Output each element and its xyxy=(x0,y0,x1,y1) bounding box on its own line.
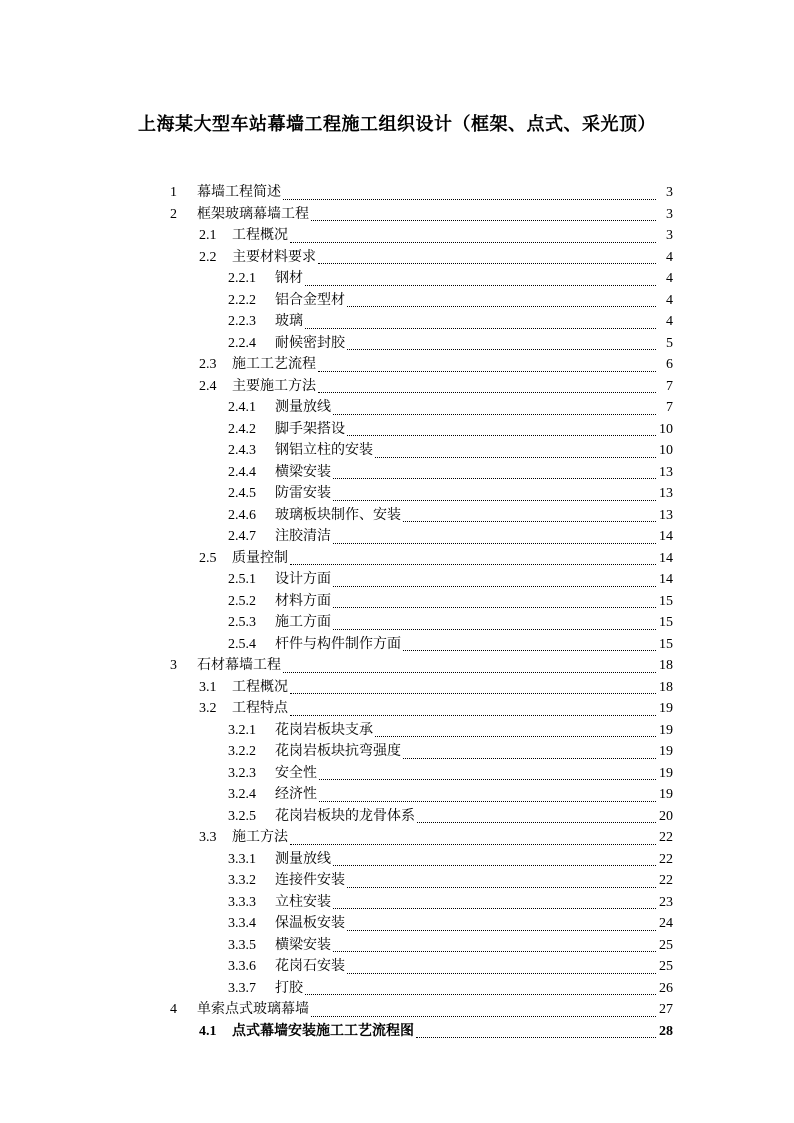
toc-leader-dots xyxy=(403,758,656,759)
toc-leader-dots xyxy=(333,607,656,608)
toc-entry-page: 14 xyxy=(659,550,673,566)
toc-entry-number: 3.1 xyxy=(199,679,217,695)
toc-entry-page: 6 xyxy=(666,357,673,372)
toc-entry[interactable] xyxy=(170,870,673,892)
toc-entry[interactable] xyxy=(170,634,673,656)
toc-entry-label: 主要施工方法 xyxy=(232,378,316,394)
toc-leader-dots xyxy=(347,349,656,350)
toc-entry-page: 19 xyxy=(659,722,673,738)
toc-entry-page: 5 xyxy=(666,335,673,351)
toc-leader-dots xyxy=(347,930,656,931)
toc-entry-label: 施工工艺流程 xyxy=(232,357,316,372)
toc-entry[interactable] xyxy=(170,892,673,914)
toc-leader-dots xyxy=(311,220,656,221)
toc-entry-label: 保温板安装 xyxy=(275,916,345,931)
toc-entry-label: 铝合金型材 xyxy=(275,292,345,308)
toc-leader-dots xyxy=(347,973,656,974)
toc-entry-page: 20 xyxy=(659,808,673,824)
toc-leader-dots xyxy=(333,908,656,909)
toc-entry[interactable] xyxy=(170,784,673,806)
toc-entry-page: 22 xyxy=(659,851,673,867)
toc-leader-dots xyxy=(333,543,656,544)
toc-entry-number: 3.3 xyxy=(199,830,217,845)
toc-leader-dots xyxy=(403,521,656,522)
toc-entry-label: 施工方法 xyxy=(232,830,288,845)
toc-entry-page: 15 xyxy=(659,593,673,609)
toc-entry-label: 花岗岩板块的龙骨体系 xyxy=(275,808,415,824)
toc-entry[interactable] xyxy=(170,462,673,484)
toc-entry[interactable] xyxy=(170,225,673,247)
toc-entry-label: 安全性 xyxy=(275,765,317,781)
toc-entry-number: 3.3.3 xyxy=(228,894,256,910)
toc-leader-dots xyxy=(290,715,656,716)
toc-entry-page: 4 xyxy=(666,249,673,265)
toc-leader-dots xyxy=(319,779,656,780)
toc-entry[interactable] xyxy=(170,526,673,548)
toc-entry[interactable] xyxy=(170,290,673,312)
toc-entry[interactable] xyxy=(170,247,673,269)
toc-entry-label: 玻璃 xyxy=(275,314,303,329)
toc-leader-dots xyxy=(290,564,656,565)
toc-entry-number: 3.2.5 xyxy=(228,808,256,824)
toc-entry-label: 设计方面 xyxy=(275,572,331,587)
toc-entry[interactable] xyxy=(170,419,673,441)
toc-entry-page: 26 xyxy=(659,980,673,996)
toc-entry[interactable] xyxy=(170,268,673,290)
toc-entry[interactable] xyxy=(170,311,673,333)
toc-entry-page: 27 xyxy=(659,1002,673,1017)
table-of-contents xyxy=(170,182,673,1042)
toc-entry-number: 3.3.7 xyxy=(228,980,256,996)
toc-entry[interactable] xyxy=(170,612,673,634)
toc-entry-number: 3.3.1 xyxy=(228,851,256,867)
toc-entry-number: 2.3 xyxy=(199,357,217,372)
toc-entry-label: 经济性 xyxy=(275,787,317,802)
toc-entry-label: 施工方面 xyxy=(275,615,331,630)
toc-leader-dots xyxy=(318,371,656,372)
toc-entry-label: 幕墙工程简述 xyxy=(197,185,281,200)
toc-entry[interactable] xyxy=(170,397,673,419)
toc-entry-page: 3 xyxy=(666,185,673,200)
toc-leader-dots xyxy=(318,392,656,393)
toc-leader-dots xyxy=(347,306,656,307)
toc-entry[interactable] xyxy=(170,763,673,785)
toc-entry-label: 单索点式玻璃幕墙 xyxy=(197,1002,309,1017)
toc-leader-dots xyxy=(375,457,656,458)
toc-entry-number: 3.2.4 xyxy=(228,787,256,802)
toc-entry-page: 4 xyxy=(666,314,673,329)
toc-entry-page: 19 xyxy=(659,744,673,759)
toc-entry-number: 2.2.3 xyxy=(228,314,256,329)
toc-entry-label: 杆件与构件制作方面 xyxy=(275,636,401,652)
toc-entry-label: 耐候密封胶 xyxy=(275,335,345,351)
toc-entry-page: 15 xyxy=(659,615,673,630)
toc-entry-number: 2.5.1 xyxy=(228,572,256,587)
toc-entry-page: 25 xyxy=(659,937,673,953)
toc-entry-page: 15 xyxy=(659,636,673,652)
toc-entry-number: 2.5.4 xyxy=(228,636,256,652)
toc-entry-number: 4 xyxy=(170,1002,177,1017)
toc-entry-page: 13 xyxy=(659,464,673,480)
toc-entry[interactable] xyxy=(170,978,673,1000)
toc-entry-label: 质量控制 xyxy=(232,550,288,566)
toc-entry-page: 22 xyxy=(659,873,673,888)
toc-entry-label: 钢材 xyxy=(275,271,303,286)
toc-leader-dots xyxy=(333,414,656,415)
toc-entry[interactable] xyxy=(170,698,673,720)
toc-entry-number: 2.2 xyxy=(199,249,217,265)
toc-leader-dots xyxy=(333,500,656,501)
toc-entry-page: 7 xyxy=(666,378,673,394)
toc-entry-number: 2.4.2 xyxy=(228,421,256,437)
toc-entry-label: 工程概况 xyxy=(232,679,288,695)
toc-entry-page: 19 xyxy=(659,701,673,716)
toc-leader-dots xyxy=(311,1016,656,1017)
toc-entry-page: 13 xyxy=(659,486,673,501)
toc-entry[interactable] xyxy=(170,354,673,376)
toc-leader-dots xyxy=(416,1037,656,1038)
toc-entry-page: 18 xyxy=(659,679,673,695)
toc-entry-number: 2.4.1 xyxy=(228,400,256,415)
toc-entry[interactable] xyxy=(170,1021,673,1043)
toc-leader-dots xyxy=(333,865,656,866)
toc-entry-page: 28 xyxy=(659,1023,673,1039)
toc-leader-dots xyxy=(333,586,656,587)
toc-entry-page: 14 xyxy=(659,529,673,544)
toc-entry-page: 22 xyxy=(659,830,673,845)
toc-entry-number: 2.2.1 xyxy=(228,271,256,286)
toc-entry-label: 花岗石安装 xyxy=(275,959,345,974)
toc-entry-label: 立柱安装 xyxy=(275,894,331,910)
toc-entry-number: 2 xyxy=(170,206,177,222)
toc-entry[interactable] xyxy=(170,720,673,742)
toc-entry-label: 花岗岩板块支承 xyxy=(275,722,373,738)
toc-entry-number: 2.5 xyxy=(199,550,217,566)
toc-entry-page: 14 xyxy=(659,572,673,587)
toc-entry[interactable] xyxy=(170,655,673,677)
toc-entry-label: 石材幕墙工程 xyxy=(197,658,281,673)
toc-entry[interactable] xyxy=(170,741,673,763)
toc-entry-page: 4 xyxy=(666,271,673,286)
toc-entry-number: 3.3.5 xyxy=(228,937,256,953)
toc-entry-number: 3.3.6 xyxy=(228,959,256,974)
toc-entry-label: 主要材料要求 xyxy=(232,249,316,265)
toc-entry-page: 3 xyxy=(666,228,673,243)
toc-entry-page: 19 xyxy=(659,787,673,802)
toc-entry[interactable] xyxy=(170,806,673,828)
toc-leader-dots xyxy=(283,672,656,673)
toc-entry-page: 23 xyxy=(659,894,673,910)
toc-entry-number: 2.4.5 xyxy=(228,486,256,501)
toc-entry-number: 1 xyxy=(170,185,177,200)
toc-leader-dots xyxy=(319,801,656,802)
toc-leader-dots xyxy=(318,263,656,264)
toc-leader-dots xyxy=(333,951,656,952)
toc-entry-number: 2.5.2 xyxy=(228,593,256,609)
toc-entry-number: 2.4.6 xyxy=(228,507,256,523)
toc-entry-page: 7 xyxy=(666,400,673,415)
toc-leader-dots xyxy=(417,822,656,823)
toc-leader-dots xyxy=(290,693,656,694)
toc-entry-number: 2.2.2 xyxy=(228,292,256,308)
toc-entry-label: 脚手架搭设 xyxy=(275,421,345,437)
toc-leader-dots xyxy=(333,478,656,479)
toc-entry-label: 防雷安装 xyxy=(275,486,331,501)
toc-entry[interactable] xyxy=(170,569,673,591)
toc-leader-dots xyxy=(305,285,656,286)
toc-entry-number: 3.2.2 xyxy=(228,744,256,759)
toc-entry-page: 18 xyxy=(659,658,673,673)
toc-entry-page: 19 xyxy=(659,765,673,781)
toc-entry-label: 材料方面 xyxy=(275,593,331,609)
toc-entry-label: 工程概况 xyxy=(232,228,288,243)
toc-leader-dots xyxy=(290,242,656,243)
toc-entry-number: 2.4.4 xyxy=(228,464,256,480)
toc-entry[interactable] xyxy=(170,376,673,398)
toc-entry-number: 3.2.3 xyxy=(228,765,256,781)
toc-leader-dots xyxy=(403,650,656,651)
toc-entry[interactable] xyxy=(170,591,673,613)
toc-entry-label: 横梁安装 xyxy=(275,937,331,953)
toc-entry-label: 框架玻璃幕墙工程 xyxy=(197,206,309,222)
toc-entry[interactable] xyxy=(170,483,673,505)
document-title: 上海某大型车站幕墙工程施工组织设计（框架、点式、采光顶） xyxy=(138,114,656,134)
toc-entry-page: 10 xyxy=(659,443,673,458)
toc-entry-number: 3.2.1 xyxy=(228,722,256,738)
toc-entry-page: 4 xyxy=(666,292,673,308)
toc-entry[interactable] xyxy=(170,999,673,1021)
toc-entry[interactable] xyxy=(170,204,673,226)
toc-entry-page: 25 xyxy=(659,959,673,974)
toc-entry-number: 2.4.7 xyxy=(228,529,256,544)
toc-leader-dots xyxy=(305,994,656,995)
toc-entry[interactable] xyxy=(170,827,673,849)
toc-entry-label: 连接件安装 xyxy=(275,873,345,888)
toc-leader-dots xyxy=(283,199,656,200)
toc-leader-dots xyxy=(347,435,656,436)
toc-entry[interactable] xyxy=(170,849,673,871)
toc-entry-label: 点式幕墙安装施工工艺流程图 xyxy=(232,1023,414,1039)
toc-entry-number: 3.3.4 xyxy=(228,916,256,931)
toc-entry[interactable] xyxy=(170,505,673,527)
toc-entry[interactable] xyxy=(170,548,673,570)
toc-leader-dots xyxy=(290,844,656,845)
toc-entry[interactable] xyxy=(170,956,673,978)
toc-entry-label: 注胶清洁 xyxy=(275,529,331,544)
toc-entry-label: 玻璃板块制作、安装 xyxy=(275,507,401,523)
toc-leader-dots xyxy=(347,887,656,888)
toc-entry-number: 4.1 xyxy=(199,1023,217,1039)
toc-entry[interactable] xyxy=(170,677,673,699)
toc-entry-label: 工程特点 xyxy=(232,701,288,716)
toc-entry-label: 花岗岩板块抗弯强度 xyxy=(275,744,401,759)
toc-entry-number: 2.1 xyxy=(199,228,217,243)
toc-entry[interactable] xyxy=(170,935,673,957)
toc-entry-label: 打胶 xyxy=(275,980,303,996)
toc-leader-dots xyxy=(333,629,656,630)
toc-entry-label: 测量放线 xyxy=(275,400,331,415)
toc-entry-number: 3.3.2 xyxy=(228,873,256,888)
toc-entry-page: 3 xyxy=(666,206,673,222)
toc-entry-number: 3 xyxy=(170,658,177,673)
toc-entry-label: 测量放线 xyxy=(275,851,331,867)
toc-entry[interactable] xyxy=(170,333,673,355)
toc-entry-number: 2.4 xyxy=(199,378,217,394)
toc-leader-dots xyxy=(305,328,656,329)
toc-entry-number: 2.4.3 xyxy=(228,443,256,458)
toc-leader-dots xyxy=(375,736,656,737)
toc-entry-label: 横梁安装 xyxy=(275,464,331,480)
toc-entry[interactable] xyxy=(170,913,673,935)
toc-entry-label: 钢铝立柱的安装 xyxy=(275,443,373,458)
toc-entry-number: 2.2.4 xyxy=(228,335,256,351)
toc-entry-number: 3.2 xyxy=(199,701,217,716)
toc-entry[interactable] xyxy=(170,440,673,462)
toc-entry-page: 10 xyxy=(659,421,673,437)
toc-entry-number: 2.5.3 xyxy=(228,615,256,630)
toc-entry-page: 13 xyxy=(659,507,673,523)
toc-entry-page: 24 xyxy=(659,916,673,931)
toc-entry[interactable] xyxy=(170,182,673,204)
